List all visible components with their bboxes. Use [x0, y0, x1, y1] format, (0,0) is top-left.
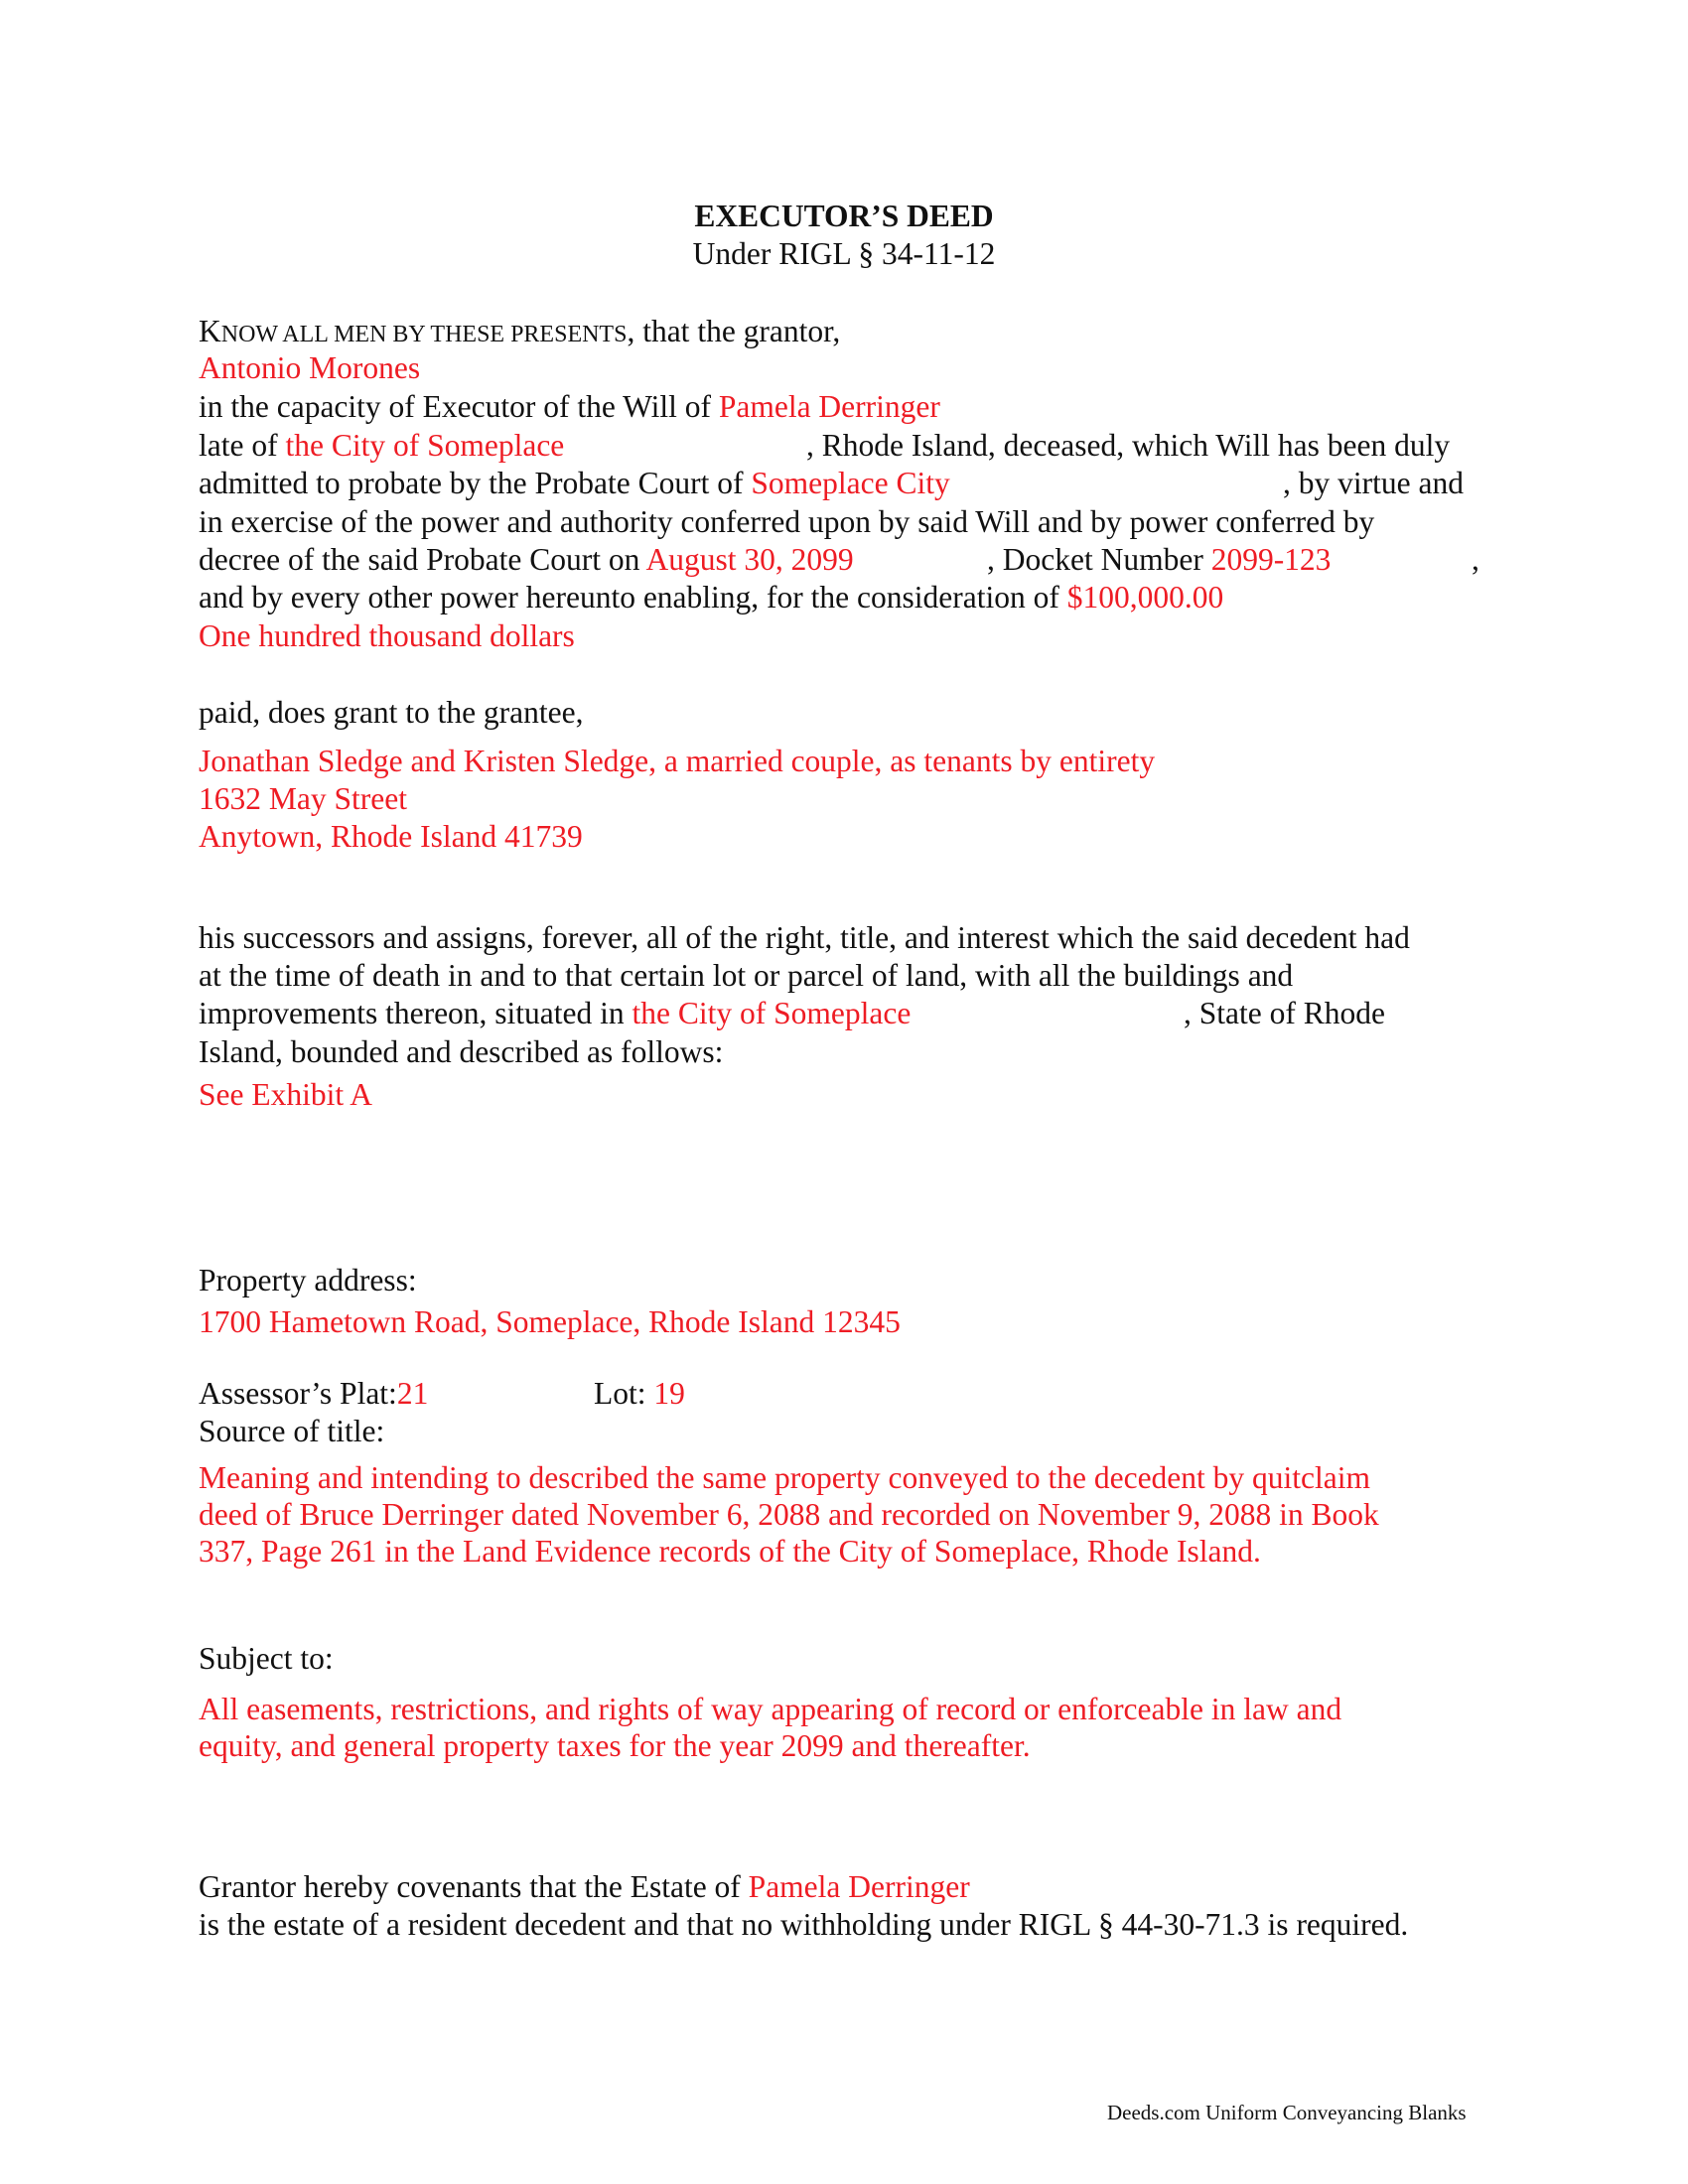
probate-text: admitted to probate by the Probate Court of	[199, 466, 744, 500]
habendum-state: , State of Rhode	[1184, 996, 1385, 1030]
docket-number: 2099-123	[1210, 542, 1332, 577]
consideration-amount: $100,000.00	[1066, 580, 1224, 614]
decree-line	[199, 541, 854, 579]
habendum-line-4: Island, bounded and described as follows:	[199, 1034, 724, 1069]
plat-value: 21	[396, 1376, 429, 1411]
habendum-line-1: his successors and assigns, forever, all of the right, title, and interest which the said decedent had	[199, 920, 1410, 955]
habendum-situated: improvements thereon, situated in	[199, 996, 625, 1030]
lot-line	[594, 1375, 685, 1413]
capacity-text: in the capacity of Executor of the Will of	[199, 389, 711, 424]
late-of-rest: , Rhode Island, deceased, which Will has been duly	[806, 428, 1451, 463]
property-address-label: Property address:	[199, 1263, 417, 1297]
late-of-line	[199, 427, 564, 465]
lot-value: 19	[653, 1376, 685, 1411]
grantee-street: 1632 May Street	[199, 781, 407, 816]
decedent-name: Pamela Derringer	[718, 389, 940, 424]
intro-line	[199, 313, 840, 353]
document-title: EXECUTOR’S DEED	[694, 199, 994, 233]
grant-line: paid, does grant to the grantee,	[199, 695, 584, 730]
decree-text: decree of the said Probate Court on	[199, 542, 640, 577]
grantor-name: Antonio Morones	[199, 350, 421, 385]
docket-line	[987, 541, 1331, 579]
covenant-line-1	[199, 1868, 970, 1906]
property-address: 1700 Hametown Road, Someplace, Rhode Island 12345	[199, 1304, 901, 1339]
grantee-names: Jonathan Sledge and Kristen Sledge, a married couple, as tenants by entirety	[199, 744, 1156, 778]
intro-rest: , that the grantor,	[627, 314, 841, 348]
habendum-line-3	[199, 995, 911, 1032]
late-of-text: late of	[199, 428, 278, 463]
property-city: the City of Someplace	[632, 996, 912, 1030]
legal-description: See Exhibit A	[199, 1077, 372, 1112]
capacity-line	[199, 388, 940, 426]
source-line-3: 337, Page 261 in the Land Evidence records of the City of Someplace, Rhode Island.	[199, 1534, 1261, 1569]
source-label: Source of title:	[199, 1414, 385, 1448]
plat-label: Assessor’s Plat:	[199, 1376, 397, 1411]
probate-court: Someplace City	[751, 466, 950, 500]
subject-line-2: equity, and general property taxes for the year 2099 and thereafter.	[199, 1728, 1031, 1763]
power-line: in exercise of the power and authority conferred upon by said Will and by power conferred by	[199, 504, 1375, 539]
lot-label: Lot:	[594, 1376, 646, 1411]
docket-text: , Docket Number	[987, 542, 1203, 577]
subject-label: Subject to:	[199, 1641, 334, 1676]
covenant-estate: Pamela Derringer	[748, 1869, 970, 1904]
covenant-line-2: is the estate of a resident decedent and that no withholding under RIGL § 44-30-71.3 is required.	[199, 1907, 1409, 1942]
habendum-line-2: at the time of death in and to that certain lot or parcel of land, with all the buildings and	[199, 958, 1294, 993]
docket-comma: ,	[1472, 542, 1479, 577]
subject-line-1: All easements, restrictions, and rights of way appearing of record or enforceable in law and	[199, 1692, 1342, 1726]
amount-in-words: One hundred thousand dollars	[199, 618, 575, 653]
plat-line	[199, 1375, 428, 1413]
source-line-1: Meaning and intending to described the same property conveyed to the decedent by quitclaim	[199, 1460, 1371, 1495]
consideration-text: and by every other power hereunto enabling, for the consideration of	[199, 580, 1059, 614]
footer-brand: Deeds.com Uniform Conveyancing Blanks	[1107, 2101, 1467, 2124]
consideration-line	[199, 579, 1223, 616]
decedent-city: the City of Someplace	[285, 428, 565, 463]
probate-rest: , by virtue and	[1283, 466, 1464, 500]
source-line-2: deed of Bruce Derringer dated November 6, 2088 and recorded on November 9, 2088 in Book	[199, 1497, 1379, 1532]
decree-date: August 30, 2099	[645, 542, 854, 577]
intro-initial: K	[199, 314, 221, 348]
grantee-city: Anytown, Rhode Island 41739	[199, 819, 583, 854]
probate-line	[199, 465, 950, 502]
document-subtitle: Under RIGL § 34-11-12	[692, 236, 996, 271]
covenant-text: Grantor hereby covenants that the Estate of	[199, 1869, 741, 1904]
intro-smallcaps: NOW ALL MEN BY THESE PRESENTS	[220, 322, 628, 347]
